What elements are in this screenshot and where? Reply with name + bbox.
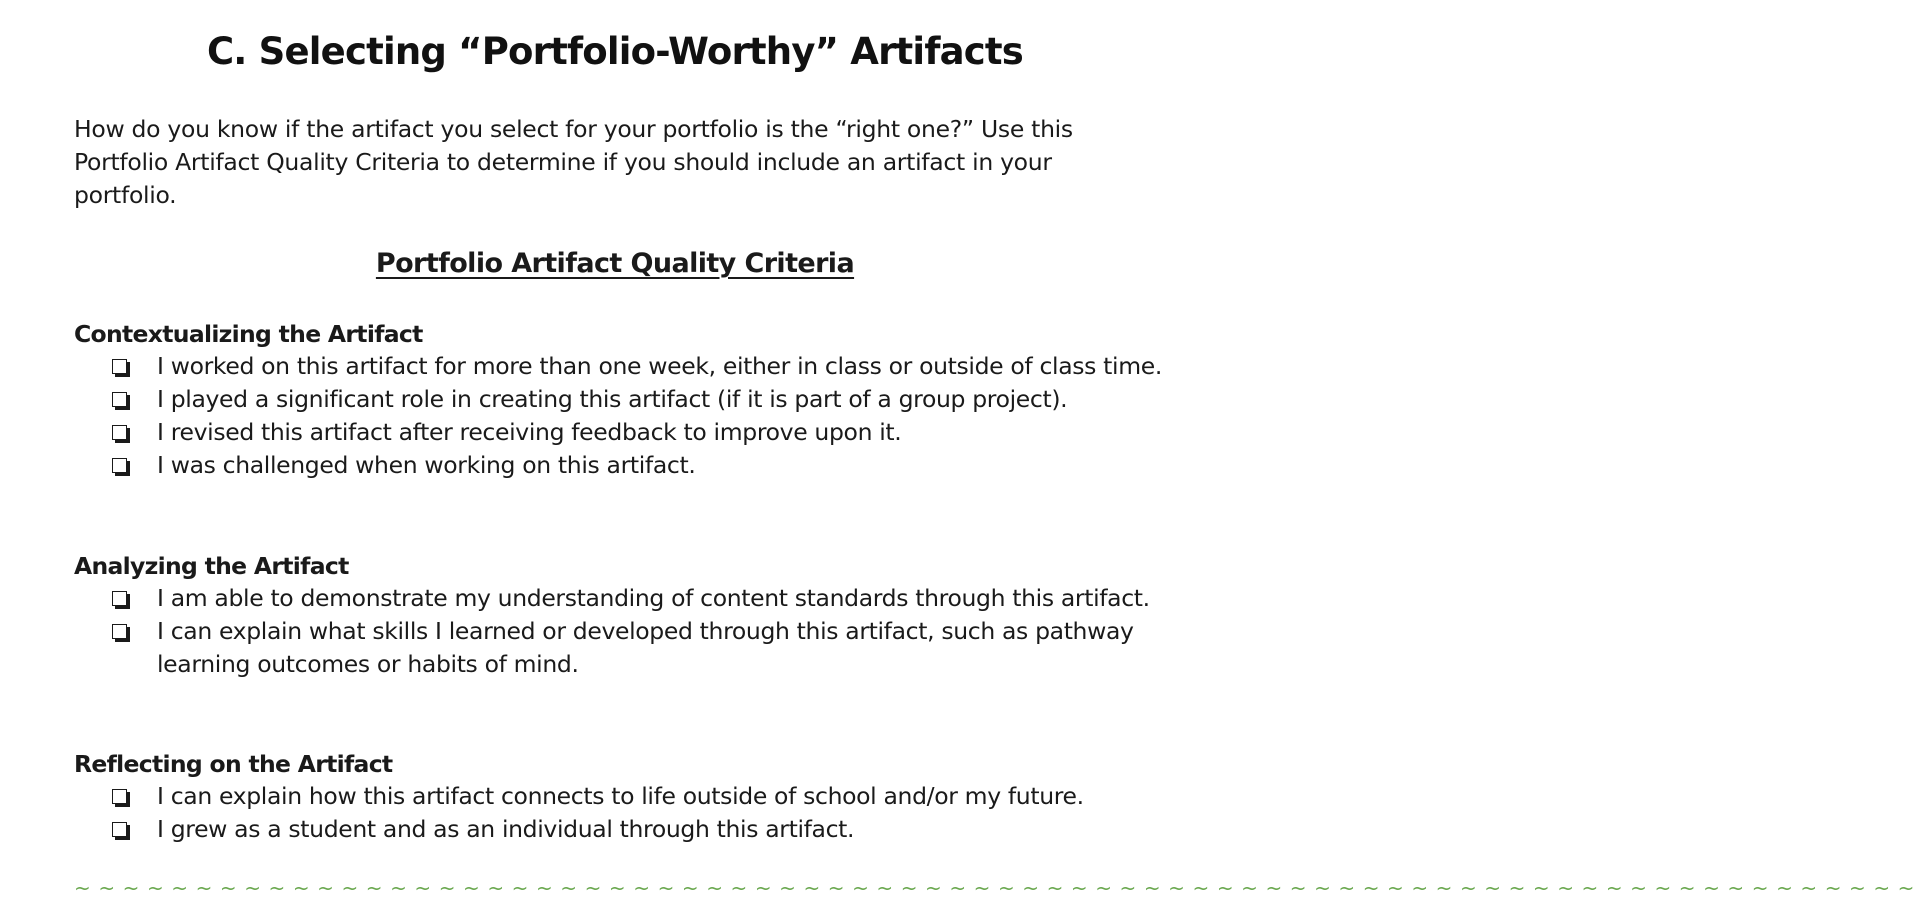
criteria-heading: Portfolio Artifact Quality Criteria [375,248,855,279]
checkbox-icon[interactable] [112,591,127,606]
checklist-item [74,582,1174,615]
checklist [74,582,1174,681]
page-title: C. Selecting “Portfolio-Worthy” Artifacts [206,30,1024,73]
checkbox-icon[interactable] [112,458,127,473]
checkbox-icon[interactable] [112,392,127,407]
checkbox-icon[interactable] [112,624,127,639]
section-heading: Contextualizing the Artifact [74,320,423,348]
checklist [74,350,1174,482]
checklist-item [74,449,1174,482]
checklist-item-text: I can explain what skills I learned or developed through this artifact, such as pathway learning outcomes or habits of mind. [157,617,1134,678]
checklist-item [74,780,1174,813]
checklist-item-text: I can explain how this artifact connects to life outside of school and/or my future. [157,782,1084,810]
checklist-item-text: I worked on this artifact for more than one week, either in class or outside of class time. [157,352,1162,380]
checkbox-icon[interactable] [112,425,127,440]
checkbox-icon[interactable] [112,822,127,837]
checklist-item [74,416,1174,449]
checkbox-icon[interactable] [112,359,127,374]
section-contextualizing [74,318,1174,482]
checklist-item [74,813,1174,846]
checklist-item [74,350,1174,383]
checklist-item-text: I played a significant role in creating this artifact (if it is part of a group project). [157,385,1068,413]
intro-paragraph: How do you know if the artifact you select for your portfolio is the “right one?” Use this Portfolio Artifact Quality Criteria to determine if you should include an artifact in your portfolio. [74,115,1073,209]
checklist-item-text: I revised this artifact after receiving feedback to improve upon it. [157,418,902,446]
section-heading: Analyzing the Artifact [74,552,349,580]
checklist [74,780,1174,846]
section-heading: Reflecting on the Artifact [74,750,393,778]
checklist-item-text: I was challenged when working on this artifact. [157,451,696,479]
wavy-divider: ~ ~ ~ ~ ~ ~ ~ ~ ~ ~ ~ ~ ~ ~ ~ ~ ~ ~ ~ ~ ~ ~ ~ ~ ~ ~ ~ ~ ~ ~ ~ ~ ~ ~ ~ ~ ~ ~ ~ ~ ~ ~ ~ ~ ~ ~ ~ ~ ~ ~ ~ ~ ~ ~ ~ ~ ~ ~ ~ ~ ~ ~ ~ ~ ~ ~ ~ ~ ~ ~ ~ ~ ~ ~ ~ ~ [74,876,1915,900]
section-analyzing [74,550,1174,681]
checklist-item [74,615,1174,681]
checklist-item-text: I am able to demonstrate my understanding of content standards through this artifact. [157,584,1150,612]
checklist-item [74,383,1174,416]
section-reflecting [74,748,1174,846]
checkbox-icon[interactable] [112,789,127,804]
checklist-item-text: I grew as a student and as an individual through this artifact. [157,815,855,843]
